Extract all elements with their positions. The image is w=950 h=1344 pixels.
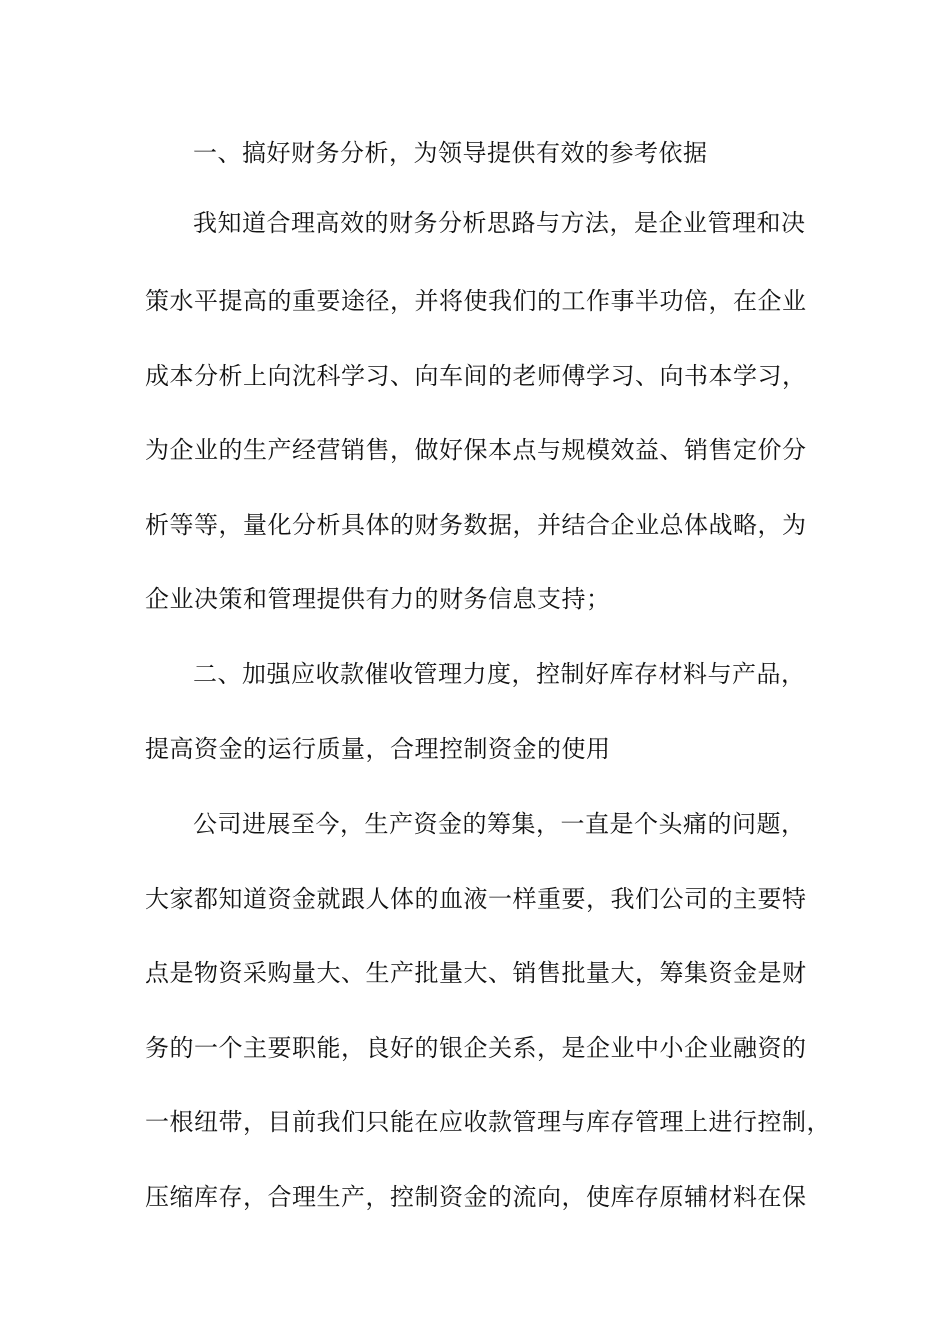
section-heading-1: 一、搞好财务分析，为领导提供有效的参考依据	[193, 139, 708, 167]
paragraph-line: 我知道合理高效的财务分析思路与方法，是企业管理和决	[193, 209, 806, 237]
paragraph-line: 大家都知道资金就跟人体的血液一样重要，我们公司的主要特	[145, 885, 807, 913]
paragraph-line: 为企业的生产经营销售，做好保本点与规模效益、销售定价分	[145, 436, 807, 464]
paragraph-line: 策水平提高的重要途径，并将使我们的工作事半功倍，在企业	[145, 287, 807, 315]
paragraph-line: 公司进展至今，生产资金的筹集，一直是个头痛的问题，	[193, 810, 806, 838]
paragraph-line: 点是物资采购量大、生产批量大、销售批量大，筹集资金是财	[145, 959, 807, 987]
paragraph-line: 企业决策和管理提供有力的财务信息支持；	[145, 585, 611, 613]
section-heading-2: 二、加强应收款催收管理力度，控制好库存材料与产品，	[193, 660, 806, 688]
paragraph-line: 一根纽带，目前我们只能在应收款管理与库存管理上进行控制，	[145, 1108, 831, 1136]
paragraph-line: 析等等，量化分析具体的财务数据，并结合企业总体战略，为	[145, 511, 807, 539]
paragraph-line: 成本分析上向沈科学习、向车间的老师傅学习、向书本学习，	[145, 362, 807, 390]
paragraph-line: 压缩库存，合理生产，控制资金的流向，使库存原辅材料在保	[145, 1183, 807, 1211]
paragraph-line: 务的一个主要职能，良好的银企关系，是企业中小企业融资的	[145, 1034, 807, 1062]
section-heading-2-cont: 提高资金的运行质量，合理控制资金的使用	[145, 735, 611, 763]
